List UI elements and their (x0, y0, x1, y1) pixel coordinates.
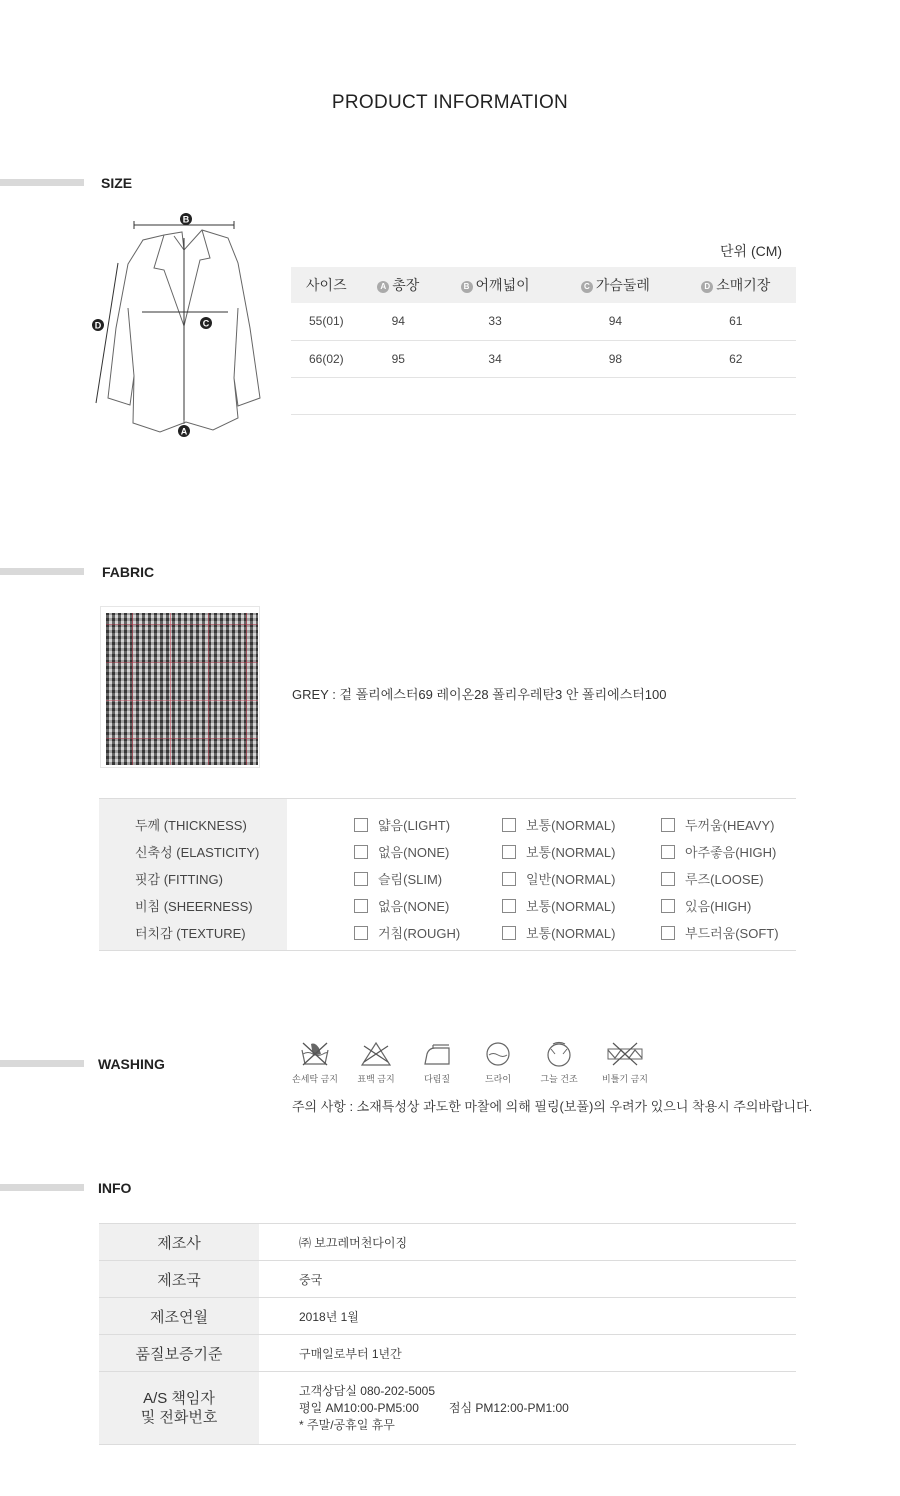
wash-item (346, 1040, 406, 1085)
option-normal[interactable]: 보통(NORMAL) (502, 815, 615, 834)
as-holiday: * 주말/공휴일 휴무 (299, 1417, 395, 1432)
checkbox-icon (661, 818, 675, 832)
caution-note: 주의 사항 : 소재특성상 과도한 마찰에 의해 필링(보풀)의 우려가 있으니 착용시 주의바랍니다. (292, 1099, 813, 1114)
as-hours: 평일 AM10:00-PM5:00 점심 PM12:00-PM1:00 (299, 1400, 569, 1415)
section-bar (0, 1184, 84, 1191)
attribute-name: 두께 (THICKNESS) (135, 818, 247, 833)
attribute-name: 비침 (SHEERNESS) (135, 899, 253, 914)
info-key: A/S 책임자 및 전화번호 (99, 1372, 259, 1445)
marker-d-label: D (94, 320, 102, 331)
wash-label: 비틀기 금지 (602, 1074, 648, 1084)
coat-size-diagram (88, 208, 278, 443)
wring-prohibited-icon (605, 1040, 645, 1068)
size-header-length: A 총장 (362, 267, 435, 303)
option-light[interactable]: 얇음(LIGHT) (354, 815, 450, 834)
checkbox-icon (661, 872, 675, 886)
hand-wash-prohibited-icon (299, 1040, 331, 1068)
attribute-row-sheerness (99, 890, 796, 917)
info-section-label: INFO (98, 1180, 132, 1196)
checkbox-icon (502, 872, 516, 886)
wash-label: 다림질 (423, 1074, 451, 1084)
info-value: 구매일로부터 1년간 (259, 1335, 796, 1372)
option-normal[interactable]: 보통(NORMAL) (502, 842, 615, 861)
option-normal[interactable]: 보통(NORMAL) (502, 896, 615, 915)
option-high[interactable]: 아주좋음(HIGH) (661, 842, 776, 861)
section-bar (0, 1060, 84, 1067)
checkbox-icon (661, 926, 675, 940)
table-cell: 55(01) (291, 303, 362, 340)
washing-section-label: WASHING (98, 1056, 165, 1072)
table-row (99, 1224, 796, 1261)
info-value: 중국 (259, 1261, 796, 1298)
option-normal[interactable]: 일반(NORMAL) (502, 869, 615, 888)
attribute-row-fitting (99, 863, 796, 890)
size-table-header (291, 267, 796, 303)
size-section-label: SIZE (101, 175, 133, 191)
wash-item (285, 1040, 345, 1085)
table-cell: 98 (555, 340, 675, 377)
fabric-section-label: FABRIC (102, 564, 155, 580)
info-key: 제조국 (99, 1261, 259, 1298)
size-header-chest: C 가슴둘레 (555, 267, 675, 303)
table-row (99, 1372, 796, 1445)
section-bar (0, 568, 84, 575)
checkbox-icon (502, 845, 516, 859)
option-slim[interactable]: 슬림(SLIM) (354, 869, 442, 888)
table-row (99, 1335, 796, 1372)
info-value: ㈜ 보끄레머천다이징 (259, 1224, 796, 1261)
checkbox-icon (661, 899, 675, 913)
info-table (99, 1223, 796, 1445)
table-cell: 95 (362, 340, 435, 377)
attribute-row-texture (99, 917, 796, 944)
wash-label: 손세탁 금지 (292, 1074, 338, 1084)
iron-icon (421, 1040, 453, 1068)
checkbox-icon (502, 926, 516, 940)
option-loose[interactable]: 루즈(LOOSE) (661, 869, 764, 888)
option-normal[interactable]: 보통(NORMAL) (502, 923, 615, 942)
option-high[interactable]: 있음(HIGH) (661, 896, 751, 915)
checkbox-icon (354, 845, 368, 859)
attribute-row-thickness (99, 809, 796, 836)
table-cell: 94 (362, 303, 435, 340)
checkbox-icon (502, 818, 516, 832)
table-cell: 61 (676, 303, 796, 340)
wash-label: 표백 금지 (357, 1074, 395, 1084)
option-soft[interactable]: 부드러움(SOFT) (661, 923, 779, 942)
wash-item (529, 1040, 589, 1085)
checkbox-icon (354, 818, 368, 832)
wash-label: 드라이 (484, 1074, 512, 1084)
wash-label: 그늘 건조 (540, 1074, 578, 1084)
option-none[interactable]: 없음(NONE) (354, 896, 449, 915)
attribute-name: 터치감 (TEXTURE) (135, 926, 246, 941)
wash-item (595, 1040, 655, 1085)
table-row (99, 1298, 796, 1335)
size-header-size: 사이즈 (291, 267, 362, 303)
section-bar (0, 179, 84, 186)
wash-item (468, 1040, 528, 1085)
shade-dry-icon (543, 1040, 575, 1068)
table-row (291, 303, 796, 340)
checkbox-icon (354, 899, 368, 913)
bleach-prohibited-icon (360, 1040, 392, 1068)
info-value (259, 1372, 796, 1445)
table-cell: 34 (435, 340, 555, 377)
checkbox-icon (502, 899, 516, 913)
table-row-empty (291, 377, 796, 414)
page-title: PRODUCT INFORMATION (331, 92, 569, 113)
table-row (99, 1261, 796, 1298)
fabric-attributes (99, 798, 796, 951)
fabric-composition: GREY : 겉 폴리에스터69 레이온28 폴리우레탄3 안 폴리에스터100 (292, 687, 667, 702)
info-key: 품질보증기준 (99, 1335, 259, 1372)
marker-d-icon: D (701, 281, 713, 293)
attribute-name: 신축성 (ELASTICITY) (135, 845, 260, 860)
fabric-swatch (106, 613, 258, 765)
checkbox-icon (354, 872, 368, 886)
marker-c-icon: C (581, 281, 593, 293)
marker-c-label: C (202, 318, 210, 329)
table-cell: 94 (555, 303, 675, 340)
unit-label: 단위 (CM) (720, 243, 783, 259)
checkbox-icon (661, 845, 675, 859)
table-cell: 66(02) (291, 340, 362, 377)
table-cell: 62 (676, 340, 796, 377)
marker-b-icon: B (461, 281, 473, 293)
option-none[interactable]: 없음(NONE) (354, 842, 449, 861)
checkbox-icon (354, 926, 368, 940)
as-phone: 고객상담실 080-202-5005 (299, 1383, 436, 1398)
info-key: 제조사 (99, 1224, 259, 1261)
size-header-shoulder: B 어깨넓이 (435, 267, 555, 303)
size-header-sleeve: D 소매기장 (676, 267, 796, 303)
option-heavy[interactable]: 두꺼움(HEAVY) (661, 815, 774, 834)
attribute-name: 핏감 (FITTING) (135, 872, 223, 887)
option-rough[interactable]: 거침(ROUGH) (354, 923, 460, 942)
size-table (291, 267, 796, 415)
info-value: 2018년 1월 (259, 1298, 796, 1335)
marker-a-label: A (180, 426, 188, 437)
table-row (291, 340, 796, 377)
table-cell: 33 (435, 303, 555, 340)
marker-a-icon: A (377, 281, 389, 293)
info-key: 제조연월 (99, 1298, 259, 1335)
marker-b-label: B (182, 214, 190, 225)
attribute-row-elasticity (99, 836, 796, 863)
dry-clean-icon (482, 1040, 514, 1068)
wash-item (407, 1040, 467, 1085)
